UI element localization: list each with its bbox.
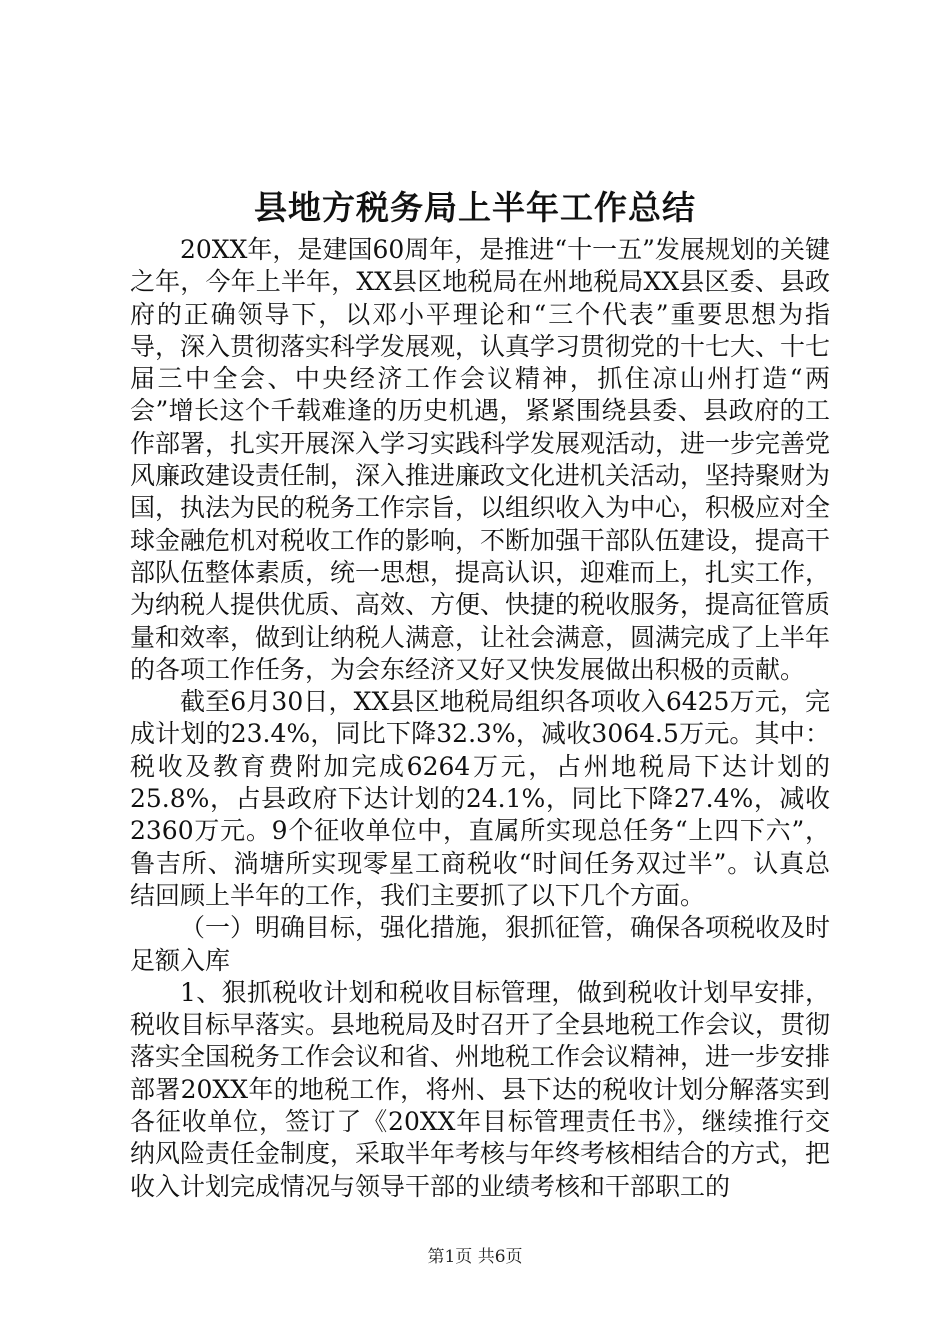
revenue-summary-paragraph: 截至6月30日，XX县区地税局组织各项收入6425万元，完成计划的23.4%，同比下降32.3%，减收3064.5万元。其中：税收及教育费附加完成6264万元，占州地税局下达计划的25.8%，占县政府下达计划的24.1%，同比下降27.4%，减收2360万元。9个征收单位中，直属所实现总任务“上四下六”，鲁吉所、淌塘所实现零星工商税收“时间任务双过半”。认真总结回顾上半年的工作，我们主要抓了以下几个方面。 [130,687,830,910]
document-title: 县地方税务局上半年工作总结 [254,188,696,227]
page-number-footer: 第1页 共6页 [427,1247,523,1267]
item-1-paragraph: 1、狠抓税收计划和税收目标管理，做到税收计划早安排，税收目标早落实。县地税局及时召开了全县地税工作会议，贯彻落实全国税务工作会议和省、州地税工作会议精神，进一步安排部署20XX年的地税工作，将州、县下达的税收计划分解落实到各征收单位，签订了《20XX年目标管理责任书》，继续推行交纳风险责任金制度，采取半年考核与年终考核相结合的方式，把收入计划完成情况与领导干部的业绩考核和干部职工的 [130,977,831,1201]
intro-paragraph: 20XX年，是建国60周年，是推进“十一五”发展规划的关键之年，今年上半年，XX县区地税局在州地税局XX县区委、县政府的正确领导下，以邓小平理论和“三个代表”重要思想为指导，深入贯彻落实科学发展观，认真学习贯彻党的十七大、十七届三中全会、中央经济工作会议精神，抓住凉山州打造“两会”增长这个千载难逢的历史机遇，紧紧围绕县委、县政府的工作部署，扎实开展深入学习实践科学发展观活动，进一步完善党风廉政建设责任制，深入推进廉政文化进机关活动，坚持聚财为国，执法为民的税务工作宗旨，以组织收入为中心，积极应对全球金融危机对税收工作的影响，不断加强干部队伍建设，提高干部队伍整体素质，统一思想，提高认识，迎难而上，扎实工作，为纳税人提供优质、高效、方便、快捷的税收服务，提高征管质量和效率，做到让纳税人满意，让社会满意，圆满完成了上半年的各项工作任务，为会东经济又好又快发展做出积极的贡献。 [130,235,831,684]
document-body [130,234,830,1203]
section-heading: （一）明确目标，强化措施，狠抓征管，确保各项税收及时足额入库 [130,913,831,975]
